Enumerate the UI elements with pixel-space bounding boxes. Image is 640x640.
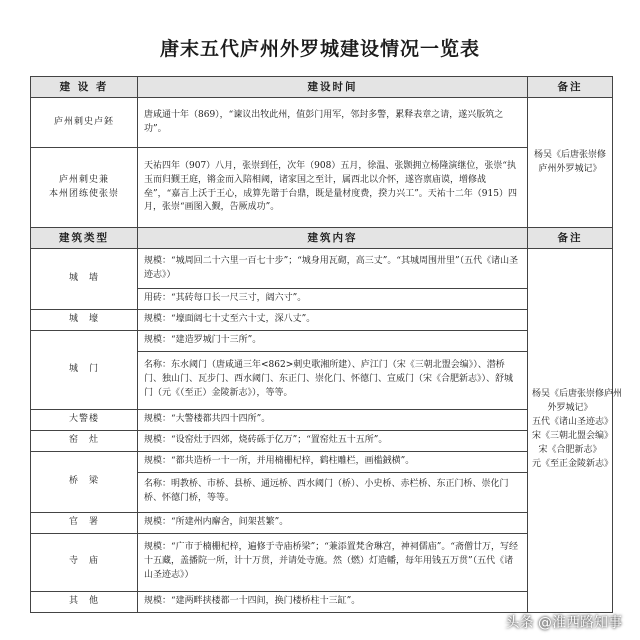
watermark: 头条 @淮西路知事 [505,615,622,631]
type-cell: 大警楼 [31,409,138,430]
header-building-content: 建筑内容 [138,228,528,249]
type-cell: 城 墙 [31,249,138,310]
table-row [31,249,613,289]
table-row [31,451,613,472]
content-cell: 规模：“壕面阔七十丈至六十丈，深八丈”。 [138,309,528,330]
type-cell: 官 署 [31,512,138,533]
builder-line: 本州团练使张崇 [48,188,119,199]
content-cell: 规模：“所建州内廨舍，间架甚繁”。 [138,512,528,533]
content-cell: 规模：“设窑灶于四郊，烧砖砾于亿万”；“置窑灶五十五所”。 [138,430,528,451]
header-note: 备注 [528,228,613,249]
content-cell: 规模：“广市于楠栅杞梓，遍修于寺庙桥梁”；“兼添置梵舍琳宫，神祠儒庙”。“斋僧廿万，写经十五藏，盖播院一所，计十万贯，并请处寺施。然（燃）灯造幡，每年用钱五万贯”（五代《诸山圣迹志》） [138,533,528,591]
header-builder: 建 设 者 [31,77,138,98]
table-row [31,591,613,612]
content-cell: 规模：“建造罗城门十三所”。 [138,330,528,351]
section1-header-row [31,77,613,98]
type-cell: 窑 灶 [31,430,138,451]
note-line: 五代《诸山圣迹志》 [532,417,614,428]
header-note: 备注 [528,77,613,98]
content-cell: 规模：“建两畔挟楼都一十四间，换门楼桥柱十三缸”。 [138,591,528,612]
section2-header-row [31,228,613,249]
builder-cell [31,148,138,228]
table-row [31,148,613,228]
note-line: 宋《三朝北盟会编》 [532,431,614,442]
construction-table [30,76,623,613]
note-line: 元《至正金陵新志》 [532,459,614,470]
content-cell: 名称：明教桥、市桥、县桥、通远桥、西水阈门（桥）、小史桥、赤栏桥、东正门桥、崇化门桥、怀德门桥，等等。 [138,472,528,512]
table-row [31,430,613,451]
table-row [31,309,613,330]
note-cell [528,249,623,613]
table-row [31,512,613,533]
content-cell: 规模：“城周回二十六里一百七十步”；“城身用瓦砌，高三丈”。“其城周围卅里”（五代《诸山圣迹志》） [138,249,528,289]
header-build-time: 建设时间 [138,77,528,98]
type-cell: 寺 庙 [31,533,138,591]
content-cell: 规模：“都共造桥一十一所，并用楠栅杞梓，鹤柱雕栏，画槛銊横”。 [138,451,528,472]
content-cell: 名称：东水阈门（唐咸通三年<862>刺史歌湘所建）、庐江门（宋《三朝北盟会编》）、潜桥门、独山门、瓦步门、西水阈门、东正门、崇化门、怀德门、宣威门（宋《合肥新志》）、舒城门（元《（至正）金陵新志》），等等。 [138,351,528,409]
build-time-cell: 天祐四年（907）八月，张崇到任，次年（908）五月，徐温、张颢拥立杨隆演继位，张崇“执玉而归觐王庭，锵金而入陪相阈，诸家国之至计，属西北以介怀，遂咨禀庙谟，增修战垒”，“嘉言上沃于王心，成算先谐于台鼎，既是量材度费，揆力兴工”。天祐十二年（915）四月，张崇“画图入觐，告厥成功”。 [138,148,528,228]
type-cell: 城 门 [31,330,138,409]
table-row [31,533,613,591]
builder-line: 庐州刺史兼 [58,174,109,185]
note-line: 外罗城记》 [547,403,593,414]
type-cell: 桥 梁 [31,451,138,512]
table-row [31,330,613,351]
build-time-cell: 唐咸通十年（869），“谏议出牧此州，值彭门用军，邻封多警，累释表章之请，遂兴版筑之功”。 [138,98,528,148]
note-cell: 杨吴《后唐张崇修庐州外罗城记》 [528,98,613,228]
content-cell: 用砖：“其砖每口长一尺三寸，阔六寸”。 [138,289,528,310]
type-cell: 城 壕 [31,309,138,330]
note-line: 杨吴《后唐张崇修庐州 [532,389,623,400]
table-row [31,409,613,430]
table-row [31,98,613,148]
header-building-type: 建筑类型 [31,228,138,249]
content-cell: 规模：“大警楼都共四十四所”。 [138,409,528,430]
page-title: 唐末五代庐州外罗城建设情况一览表 [159,38,480,60]
type-cell: 其 他 [31,591,138,612]
note-line: 宋《合肥新志》 [538,445,602,456]
builder-cell: 庐州刺史卢鉟 [31,98,138,148]
